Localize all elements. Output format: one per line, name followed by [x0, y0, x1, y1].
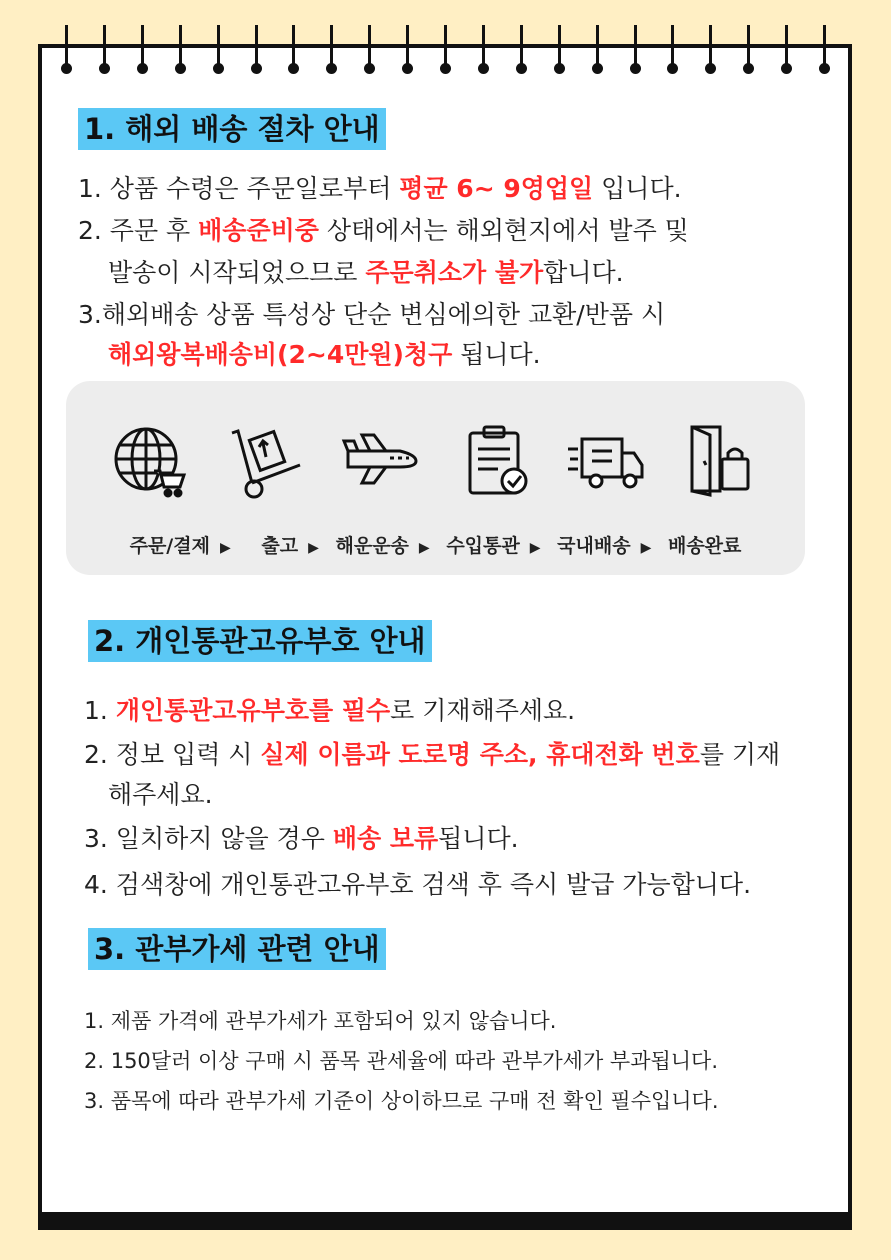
line-highlight: 배송 보류 [332, 824, 439, 853]
binder-ring [60, 25, 72, 77]
ring-dot [705, 63, 716, 74]
flow-arrow-icon: ▶ [308, 540, 319, 556]
line-highlight: 주문취소가 불가 [365, 258, 544, 287]
line-text: 로 기재해주세요. [390, 696, 576, 725]
section1-line-3 [108, 256, 624, 290]
binder-ring [666, 25, 678, 77]
delivery-truck-icon [566, 421, 646, 501]
ring-dot [592, 63, 603, 74]
binder-ring [553, 25, 565, 77]
section3-heading: 3. 관부가세 관련 안내 [88, 928, 386, 970]
line-highlight: 해외왕복배송비(2~4만원)청구 [108, 340, 453, 369]
flow-arrow-icon: ▶ [219, 540, 231, 556]
binder-ring [212, 25, 224, 77]
ring-dot [137, 63, 148, 74]
binder-ring [250, 25, 262, 77]
line-text: 2. 주문 후 [78, 216, 199, 245]
binder-ring [780, 25, 792, 77]
line-text: 해주세요. [108, 780, 213, 809]
ring-dot [554, 63, 565, 74]
line-highlight: 실제 이름과 도로명 주소, 휴대전화 번호 [260, 740, 700, 769]
binder-ring [704, 25, 716, 77]
section2-line-1 [84, 694, 575, 728]
flow-arrow-icon: ▶ [640, 540, 652, 556]
section2-line-3 [108, 778, 213, 812]
line-text: 1. 상품 수령은 주문일로부터 [78, 174, 400, 203]
ring-dot [251, 63, 262, 74]
ring-dot [819, 63, 830, 74]
section1-line-5 [108, 338, 541, 372]
line-highlight: 개인통관고유부호를 필수 [115, 696, 391, 725]
ring-dot [402, 63, 413, 74]
ring-dot [630, 63, 641, 74]
ring-dot [175, 63, 186, 74]
line-text: 1. [84, 696, 116, 725]
line-text: 3. 일치하지 않을 경우 [84, 824, 333, 853]
line-text: 합니다. [543, 258, 624, 287]
binder-ring [287, 25, 299, 77]
ring-dot [781, 63, 792, 74]
shipping-flow-panel [66, 381, 805, 575]
section1-heading: 1. 해외 배송 절차 안내 [78, 108, 386, 150]
section1-line-2 [78, 214, 689, 248]
ring-dot [667, 63, 678, 74]
flow-steps [66, 531, 805, 558]
section2-line-4 [84, 822, 519, 856]
section2-body [84, 694, 844, 914]
section2-line-5 [84, 868, 751, 902]
ring-dot [364, 63, 375, 74]
line-text: 입니다. [593, 174, 682, 203]
binder-ring [174, 25, 186, 77]
flow-step-release: 출고 [261, 535, 299, 557]
section1-line-1 [78, 172, 682, 206]
binder-ring [742, 25, 754, 77]
flow-step-domestic: 국내배송 [557, 535, 631, 557]
section3-body [84, 1006, 844, 1126]
airplane-icon [340, 421, 420, 501]
ring-dot [213, 63, 224, 74]
binder-ring [325, 25, 337, 77]
section2-line-2 [84, 738, 780, 772]
flow-step-complete: 배송완료 [667, 535, 742, 557]
line-text: 발송이 시작되었으므로 [108, 258, 366, 287]
ring-dot [743, 63, 754, 74]
binder-ring [515, 25, 527, 77]
binder-ring [136, 25, 148, 77]
line-text: 4. 검색창에 개인통관고유부호 검색 후 즉시 발급 가능합니다. [84, 870, 752, 899]
section2-heading: 2. 개인통관고유부호 안내 [88, 620, 432, 662]
binder-ring [439, 25, 451, 77]
flow-arrow-icon: ▶ [529, 540, 541, 556]
ring-dot [288, 63, 299, 74]
line-text: 를 기재 [699, 740, 781, 769]
line-text: 됩니다. [452, 340, 541, 369]
binder-ring [477, 25, 489, 77]
line-highlight: 평균 6~ 9영업일 [399, 174, 594, 203]
door-bag-icon [680, 421, 760, 501]
flow-arrow-icon: ▶ [418, 540, 430, 556]
line-highlight: 배송준비중 [198, 216, 319, 245]
flow-step-sea-freight: 해운운송 [335, 535, 409, 557]
ring-dot [478, 63, 489, 74]
globe-cart-icon [110, 421, 190, 501]
binder-ring [818, 25, 830, 77]
line-text: 됩니다. [438, 824, 519, 853]
notebook-shadow [38, 1212, 852, 1230]
section3-line-3: 3. 품목에 따라 관부가세 기준이 상이하므로 구매 전 확인 필수입니다. [84, 1089, 719, 1113]
section1-body [78, 172, 838, 372]
ring-dot [440, 63, 451, 74]
ring-dot [99, 63, 110, 74]
spiral-binding [60, 25, 830, 77]
section1-line-4 [78, 298, 665, 332]
line-text: 2. 정보 입력 시 [84, 740, 261, 769]
clipboard-check-icon [458, 421, 538, 501]
binder-ring [591, 25, 603, 77]
hand-truck-icon [226, 421, 306, 501]
binder-ring [629, 25, 641, 77]
line-text: 상태에서는 해외현지에서 발주 및 [318, 216, 689, 245]
ring-dot [516, 63, 527, 74]
section3-line-2: 2. 150달러 이상 구매 시 품목 관세율에 따라 관부가세가 부과됩니다. [84, 1049, 719, 1073]
binder-ring [363, 25, 375, 77]
binder-ring [98, 25, 110, 77]
binder-ring [401, 25, 413, 77]
flow-step-order: 주문/결제 [129, 535, 210, 557]
line-text: 3.해외배송 상품 특성상 단순 변심에의한 교환/반품 시 [78, 300, 666, 329]
ring-dot [61, 63, 72, 74]
section3-line-1: 1. 제품 가격에 관부가세가 포함되어 있지 않습니다. [84, 1009, 557, 1033]
ring-dot [326, 63, 337, 74]
flow-step-customs: 수입통관 [446, 535, 520, 557]
